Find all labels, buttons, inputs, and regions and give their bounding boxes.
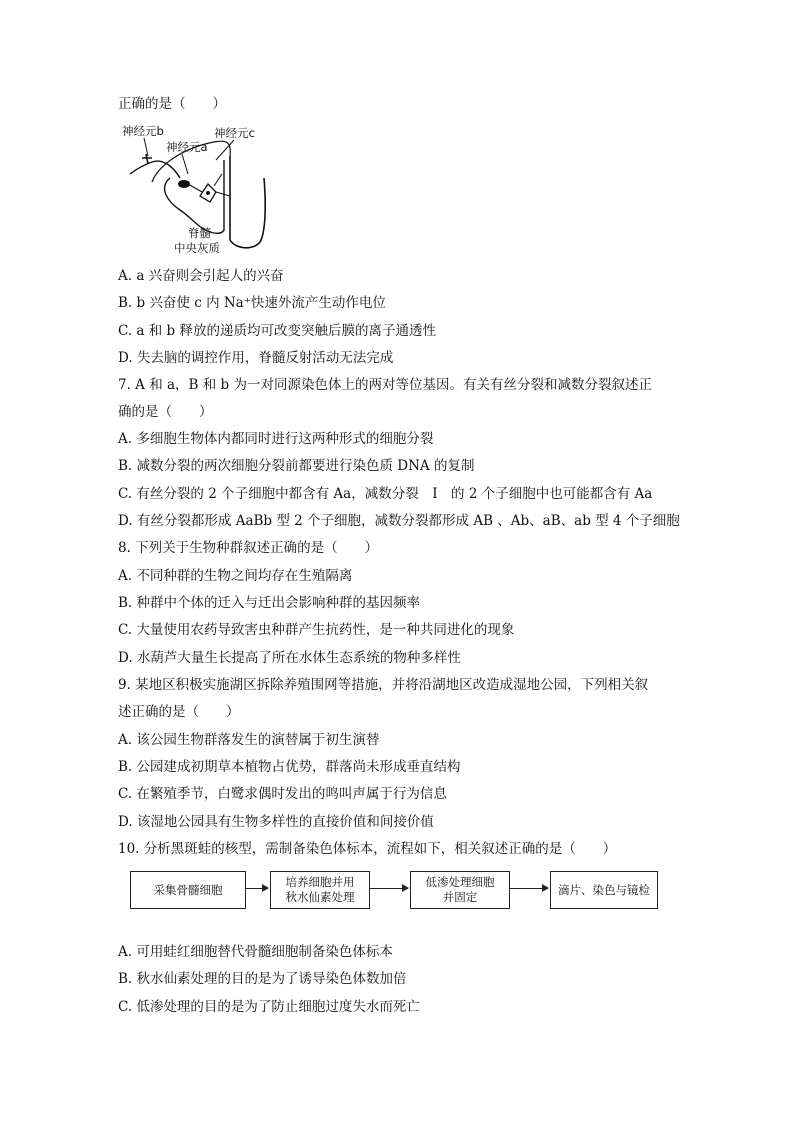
pointer-b: [144, 138, 148, 156]
q10-option-b: B. 秋水仙素处理的目的是为了诱导染色体数加倍: [118, 971, 407, 987]
neuron-c-nucleus: [206, 191, 210, 195]
q10-option-c: C. 低渗处理的目的是为了防止细胞过度失水而死亡: [118, 999, 420, 1015]
label-neuron-c: 神经元c: [214, 126, 255, 140]
q9-option-c: C. 在繁殖季节，白鹭求偶时发出的鸣叫声属于行为信息: [118, 786, 447, 802]
flow-step-3: [410, 871, 510, 909]
q6-option-a: A. a 兴奋则会引起人的兴奋: [118, 268, 284, 284]
q8-option-d: D. 水葫芦大量生长提高了所在水体生态系统的物种多样性: [118, 650, 461, 666]
flow-arrow-3: [510, 888, 548, 889]
q8-option-a: A. 不同种群的生物之间均存在生殖隔离: [118, 568, 353, 584]
q7-option-a: A. 多细胞生物体内都同时进行这两种形式的细胞分裂: [118, 431, 434, 447]
chromosome-prep-flowchart: [130, 868, 660, 914]
label-central-gray: 中央灰质: [174, 241, 220, 255]
flow-step-1-line1: 采集骨髓细胞: [153, 882, 223, 897]
flow-step-2-line1: 培养细胞并用: [285, 875, 355, 889]
q7-option-d: D. 有丝分裂都形成 AaBb 型 2 个子细胞，减数分裂都形成 AB 、Ab、aB、ab 型 4 个子细胞: [118, 513, 680, 529]
flow-step-2-line2: 秋水仙素处理: [285, 890, 355, 904]
q6-option-d: D. 失去脑的调控作用，脊髓反射活动无法完成: [118, 350, 394, 366]
label-neuron-b: 神经元b: [122, 124, 164, 138]
q7-stem-line2: 确的是（ ）: [118, 404, 213, 420]
spinal-reflex-diagram: [118, 122, 278, 257]
q6-stem-tail: 正确的是（ ）: [118, 96, 226, 112]
pointer-a: [182, 154, 188, 174]
q7-option-c: C. 有丝分裂的 2 个子细胞中都含有 Aa，减数分裂 Ⅰ 的 2 个子细胞中也可能都含有 Aa: [118, 486, 653, 502]
spinal-cord-outline: [165, 160, 224, 233]
flow-step-4-line1: 滴片、染色与镜检: [558, 882, 650, 897]
flow-arrow-2: [370, 888, 408, 889]
neuron-a-axon: [188, 184, 202, 192]
q6-option-c: C. a 和 b 释放的递质均可改变突触后膜的离子通透性: [118, 323, 436, 339]
q8-option-c: C. 大量使用农药导致害虫种群产生抗药性，是一种共同进化的现象: [118, 622, 515, 638]
q7-option-b: B. 减数分裂的两次细胞分裂前都要进行染色质 DNA 的复制: [118, 458, 475, 474]
q9-stem-line1: 9. 某地区积极实施湖区拆除养殖围网等措施，并将沿湖地区改造成湿地公园，下列相关叙: [118, 677, 649, 693]
q9-option-a: A. 该公园生物群落发生的演替属于初生演替: [118, 732, 380, 748]
flow-step-3-line2: 并固定: [442, 890, 478, 904]
flow-step-2: [270, 871, 370, 909]
q6-option-b: B. b 兴奋使 c 内 Na⁺快速外流产生动作电位: [118, 295, 386, 311]
q10-option-a: A. 可用蛙红细胞替代骨髓细胞制备染色体标本: [118, 944, 393, 960]
flow-step-4: [550, 871, 658, 909]
flow-step-1: [130, 871, 246, 909]
q9-option-d: D. 该湿地公园具有生物多样性的直接价值和间接价值: [118, 814, 434, 830]
flow-arrow-1: [246, 888, 268, 889]
q9-stem-line2: 述正确的是（ ）: [118, 704, 240, 720]
neuron-c-dendrites: [214, 174, 230, 196]
flow-step-3-line1: 低渗处理细胞: [425, 875, 495, 889]
label-spinal-cord: 脊髓: [188, 226, 211, 240]
q10-stem: 10. 分析黑斑蛙的核型，需制备染色体标本，流程如下，相关叙述正确的是（ ）: [118, 841, 617, 857]
q9-option-b: B. 公园建成初期草本植物占优势，群落尚未形成垂直结构: [118, 759, 461, 775]
q8-option-b: B. 种群中个体的迁入与迁出会影响种群的基因频率: [118, 595, 421, 611]
label-neuron-a: 神经元a: [166, 140, 208, 154]
efferent-nerve: [230, 156, 265, 248]
pointer-c: [216, 140, 234, 160]
q8-stem: 8. 下列关于生物种群叙述正确的是（ ）: [118, 540, 379, 556]
q7-stem-line1: 7. A 和 a，B 和 b 为一对同源染色体上的两对等位基因。有关有丝分裂和减数分裂叙述正: [118, 377, 652, 393]
